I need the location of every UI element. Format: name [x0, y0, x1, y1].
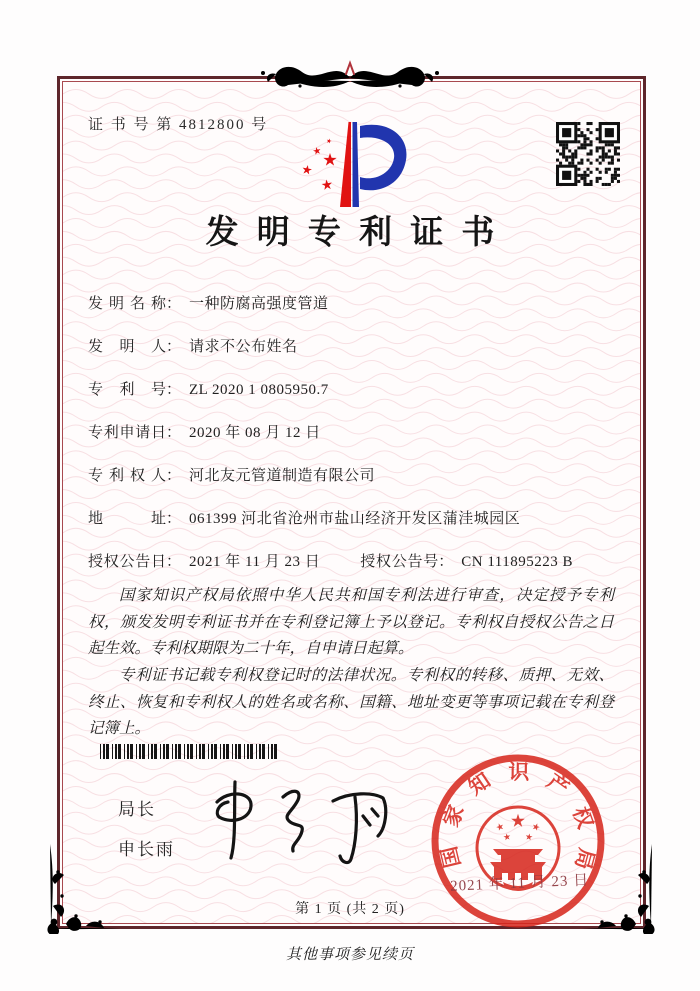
- field-value: 061399 河北省沧州市盐山经济开发区蒲洼城园区: [189, 511, 521, 527]
- field-inventor: [88, 335, 618, 355]
- field-label: 授权公告号: [360, 554, 439, 570]
- corner-ornament-left: [44, 842, 126, 934]
- field-colon: ：: [166, 468, 182, 484]
- field-colon: ：: [166, 296, 182, 312]
- field-colon: ：: [166, 339, 182, 355]
- field-patentee: [88, 464, 618, 484]
- field-grant-row: [88, 550, 618, 570]
- field-patent-number: [88, 378, 618, 398]
- field-invention-name: [88, 292, 618, 312]
- field-colon: ：: [166, 511, 182, 527]
- field-value: 2020 年 08 月 12 日: [189, 425, 321, 441]
- field-label: 专利申请日: [88, 425, 166, 441]
- field-value: 2021 年 11 月 23 日: [189, 554, 321, 570]
- field-address: [88, 507, 618, 527]
- field-label: 发 明 人: [88, 339, 166, 355]
- director-signature: [205, 770, 405, 875]
- certificate-number: 证 书 号 第 4812800 号: [88, 117, 269, 133]
- field-value: 河北友元管道制造有限公司: [189, 468, 376, 484]
- seal-date: 2021 年 11 月 23 日: [449, 872, 590, 895]
- field-grant-date: [88, 550, 320, 570]
- field-colon: ：: [438, 554, 454, 570]
- legal-paragraph-2: 专利证书记载专利权登记时的法律状况。专利权的转移、质押、无效、终止、恢复和专利权人的姓名或名称、国籍、地址变更等事项记载在专利登记簿上。: [88, 666, 614, 738]
- certificate-title: 发明专利证书: [205, 215, 513, 251]
- field-label: 专 利 权 人: [88, 468, 166, 484]
- field-colon: ：: [166, 554, 182, 570]
- field-value: 一种防腐高强度管道: [189, 296, 329, 312]
- director-name: 申长雨: [118, 840, 175, 859]
- cnipa-logo-icon: [280, 108, 415, 208]
- director-title: 局长: [118, 800, 156, 819]
- director-block: [118, 795, 175, 875]
- legal-paragraph-1: 国家知识产权局依照中华人民共和国专利法进行审查，决定授予专利权，颁发发明专利证书并在专利登记簿上予以登记。专利权自授权公告之日起生效。专利权期限为二十年，自申请日起算。: [88, 587, 614, 658]
- field-label: 发 明 名 称: [88, 296, 166, 312]
- field-label: 专 利 号: [88, 382, 166, 398]
- field-colon: ：: [166, 425, 182, 441]
- barcode: [100, 744, 282, 759]
- field-label: 授权公告日: [88, 554, 166, 570]
- field-list: [88, 292, 618, 593]
- field-colon: ：: [166, 382, 182, 398]
- qr-code: [556, 122, 620, 186]
- field-label: 地 址: [88, 511, 166, 527]
- field-value: CN 111895223 B: [461, 554, 573, 570]
- top-border-ornament: [240, 50, 460, 102]
- legal-text: [88, 583, 614, 743]
- field-value: ZL 2020 1 0805950.7: [189, 382, 329, 398]
- seal-text: 国家知识产权局: [436, 759, 599, 873]
- field-filing-date: [88, 421, 618, 441]
- continuation-note: 其他事项参见续页: [285, 947, 414, 963]
- page-number: 第 1 页 (共 2 页): [295, 902, 405, 917]
- field-value: 请求不公布姓名: [189, 339, 298, 355]
- field-grant-number: [360, 550, 573, 570]
